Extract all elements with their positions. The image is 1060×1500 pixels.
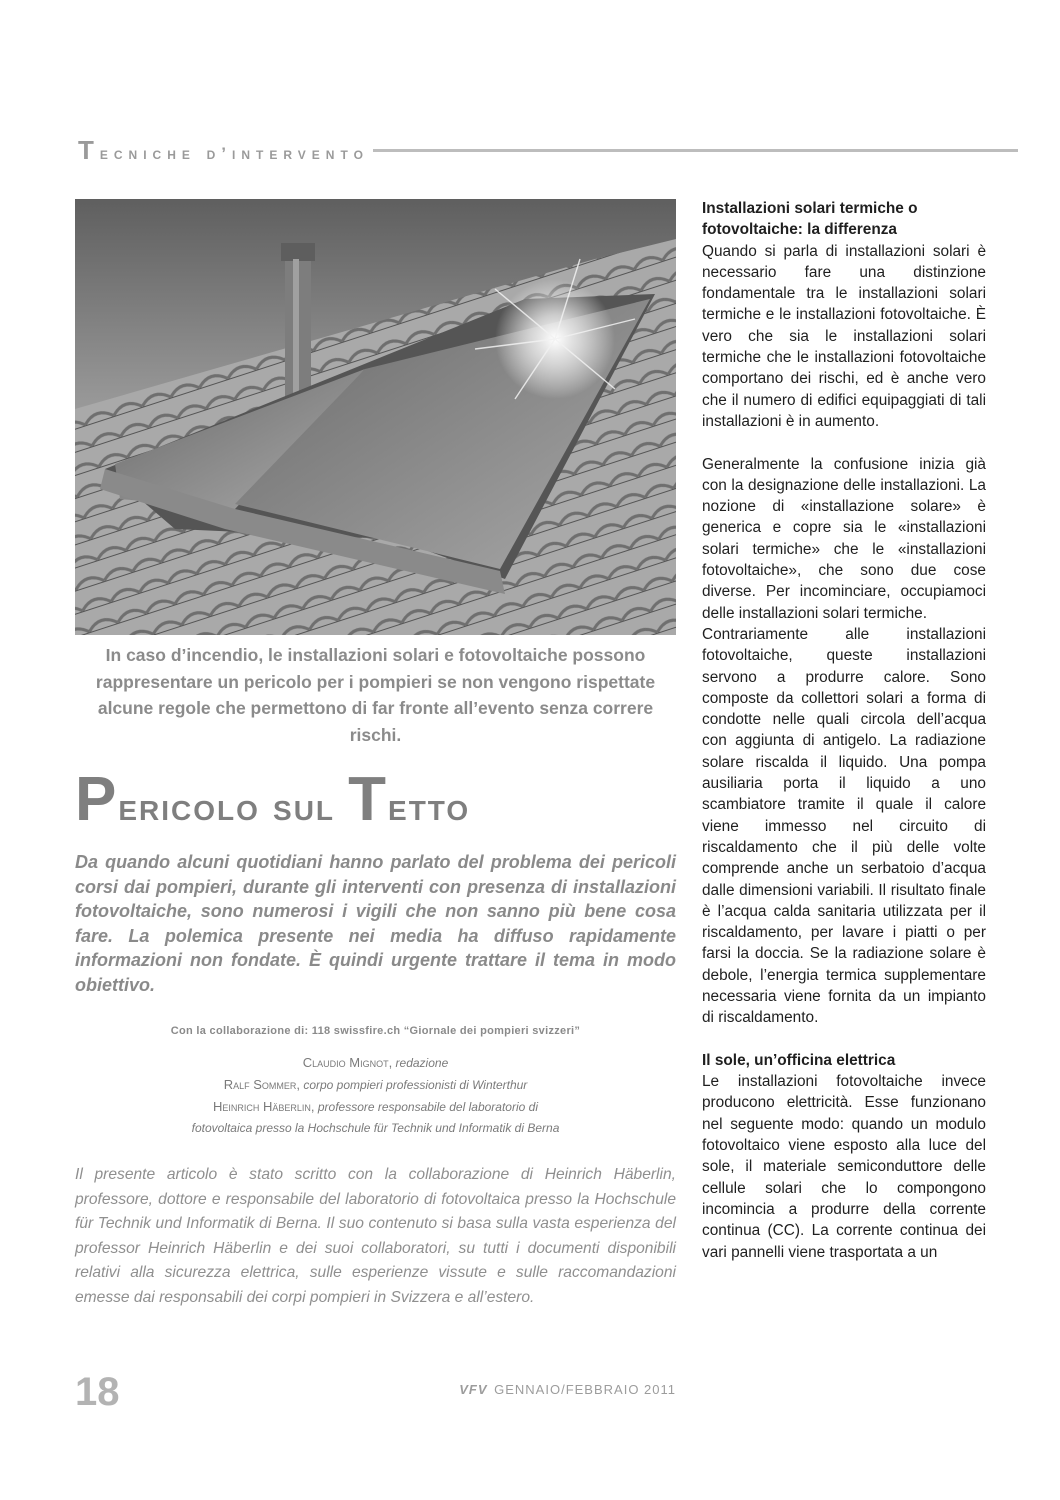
right-column xyxy=(702,198,986,1263)
roof-solar-panel-photo xyxy=(75,199,676,635)
section-heading: Installazioni solari termiche o fotovoltaiche: la differenza xyxy=(702,200,918,239)
article-lead: Da quando alcuni quotidiani hanno parlato del problema dei pericoli corsi dai pompieri, durante gli interventi con presenza di installazioni fotovoltaiche, sono numerosi i vigili che non sanno più bene cosa fare. La polemica presente nei media ha diffuso rapidamente informazioni non fondate. È quindi urgente trattare il tema in modo obiettivo. xyxy=(75,852,676,995)
author-line: Claudio Mignot, redazione xyxy=(302,1055,449,1070)
article-intro: Il presente articolo è stato scritto con la collaborazione di Heinrich Häberlin, professore, dottore e responsabile del laboratorio di fotovoltaica presso la Hochschule für Technik und Informatik di Berna. Il suo contenuto si basa sulla vasta esperienza del professor Heinrich Häberlin e dei suoi collaboratori, su tutti i documenti disponibili relativi alla sicurezza elettrica, sulle esperienze vissute e sulle raccomandazioni emesse dai responsabili dei corpi pompieri in Svizzera e all’estero. xyxy=(75,1166,676,1306)
body-paragraph: Le installazioni fotovoltaiche invece producono elettricità. Esse funzionano nel seguente modo: quando un modulo fotovoltaico viene esposto alla luce del sole, il materiale semiconduttore delle cellule solari che lo compongono incomincia a produrre della corrente continua (CC). La corrente continua dei vari pannelli viene trasportata a un xyxy=(702,1073,986,1261)
author-line: fotovoltaica presso la Hochschule für Technik und Informatik di Berna xyxy=(191,1121,560,1135)
body-paragraph: Contrariamente alle installazioni fotovoltaiche, queste installazioni servono a produrre calore. Sono composte da collettori solari a forma di condotte nelle quali circola dell’acqua con aggiunta di antigelo. La radiazione solare riscalda il liquido. Una pompa ausiliaria porta il liquido a uno scambiatore tramite il quale il calore viene immesso nel circuito di riscaldamento che il più delle volte comprende anche un serbatoio d’acqua dalle dimensioni variabili. Il risultato finale è l’acqua calda sanitaria utilizzata per il riscaldamento, per lavare i piatti o per farsi la doccia. Se la radiazione solare è debole, l’energia termica supplementare necessaria viene fornita da un impianto di riscaldamento. xyxy=(702,625,986,1027)
page-number: 18 xyxy=(75,1370,120,1414)
body-paragraph: Generalmente la confusione inizia già con la designazione delle installazioni. La nozione di «installazione solare» è generica e copre sia le «installazioni solari termiche» che le «installazioni fotovoltaiche», che sono due cose diverse. Per incominciare, occupiamoci delle installazioni solari termiche. xyxy=(702,455,986,622)
author-line: Heinrich Häberlin, professore responsabile del laboratorio di xyxy=(213,1099,538,1114)
section-heading: Il sole, un’officina elettrica xyxy=(702,1051,896,1069)
author-list xyxy=(75,1052,676,1139)
collaboration-credit: Con la collaborazione di: 118 swissfire.ch “Giornale dei pompieri svizzeri” xyxy=(170,1025,581,1037)
photo-caption: In caso d’incendio, le installazioni solari e fotovoltaiche possono rappresentare un pericolo per i pompieri se non vengono rispettate alcune regole che permettono di far fronte all’evento senza correre rischi. xyxy=(95,645,656,745)
section-header xyxy=(78,135,1018,165)
magazine-logo: VFV xyxy=(459,1382,488,1397)
header-rule xyxy=(373,149,1018,152)
issue-footer: VFV GENNAIO/FEBBRAIO 2011 xyxy=(459,1382,676,1397)
author-line: Ralf Sommer, corpo pompieri professionisti di Winterthur xyxy=(223,1077,528,1092)
body-paragraph: Quando si parla di installazioni solari è necessario fare una distinzione fondamentale tra le installazioni solari termiche e le installazioni fotovoltaiche. È vero che sia le installazioni solari termiche che le installazioni fotovoltaiche comportano dei rischi, ed è anche vero che il numero di edifici equipaggiati di tali installazioni è in aumento. xyxy=(702,242,986,430)
section-title: Tecniche d’intervento xyxy=(78,134,369,165)
article-title: Pericolo sul Tetto xyxy=(75,765,471,834)
